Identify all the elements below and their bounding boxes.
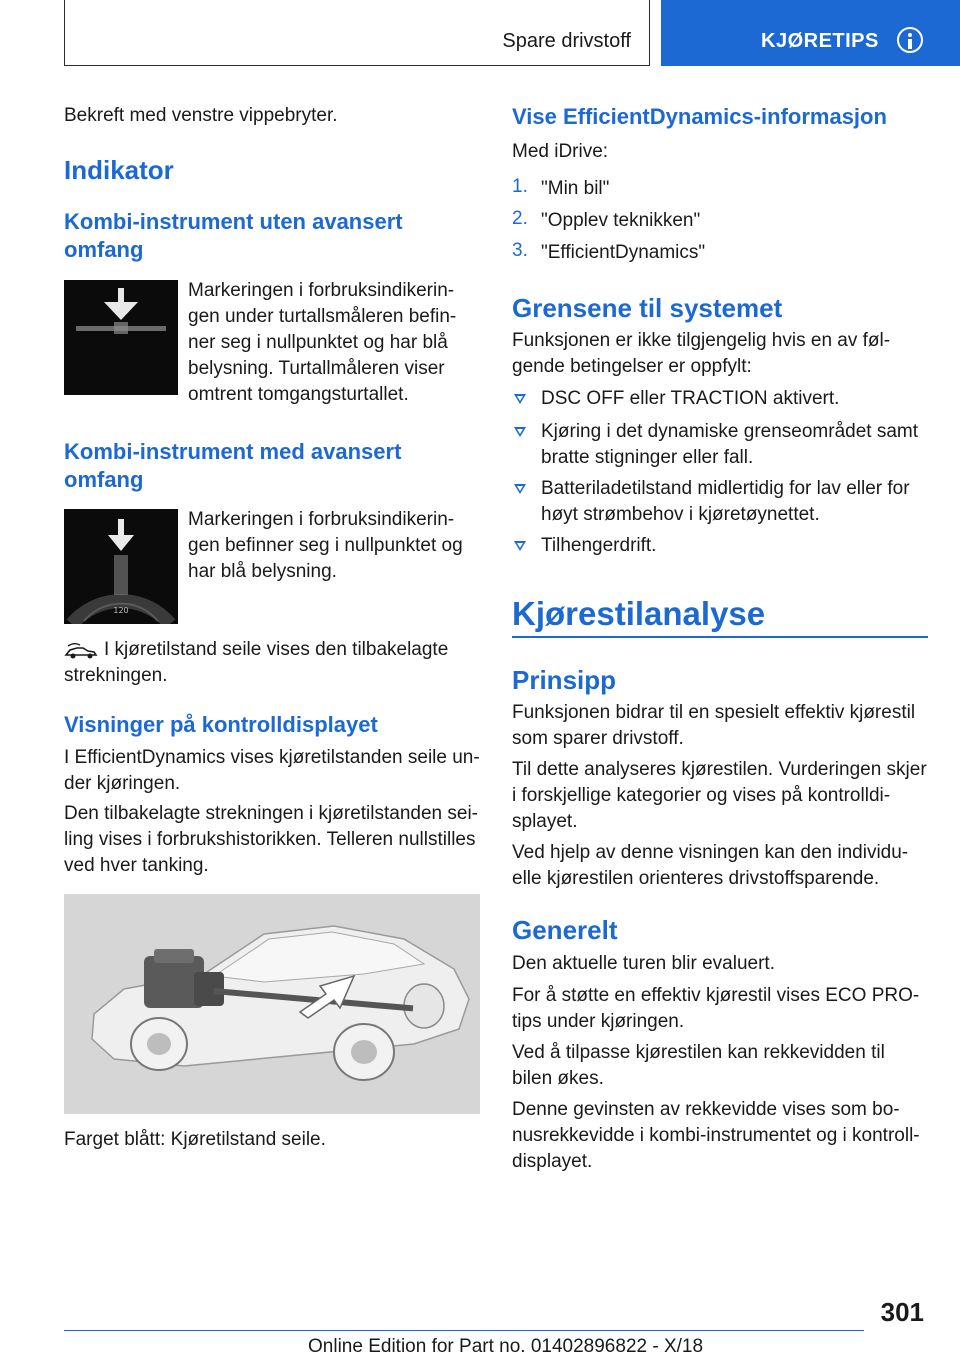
bullet-triangle-icon [514,394,526,404]
kombi-med-text: Markeringen i forbruksindikerin-gen befinner seg i nullpunktet og har blå belysning. [188,509,463,582]
conditions-list [512,386,928,566]
step-text[interactable]: "EfficientDynamics" [541,242,706,263]
prinsipp-paragraph-2: Til dette analyseres kjørestilen. Vurderingen skjer i forskjellige kategorier og vises på kontrolldi-splayet. [512,759,927,832]
heading-visninger: Visninger på kontrolldisplayet [64,712,378,737]
step-number: 1. [512,176,528,197]
section-divider [512,636,928,638]
heading-grensene: Grensene til systemet [512,293,783,323]
bullet-triangle-icon [514,541,526,551]
prinsipp-paragraph-3: Ved hjelp av denne visningen kan den individu-elle kjørestilen orienteres drivstoffsparende. [512,842,909,889]
step-text[interactable]: "Min bil" [541,178,610,199]
kombi-uten-text: Markeringen i forbruksindikerin-gen under turtallsmåleren befin-ner seg i nullpunktet og har blå belysning. Turtallmåleren viser omtrent tomgangsturtallet. [188,280,457,405]
med-idrive-text: Med iDrive: [512,141,609,162]
page-number: 301 [880,1297,924,1327]
header-bar [64,0,650,66]
heading-kombi-uten: Kombi-instrument uten avansert omfang [64,209,403,262]
prinsipp-paragraph-1: Funksjonen bidrar til en spesielt effektiv kjørestil som sparer drivstoff. [512,702,916,749]
visninger-paragraph-2: Den tilbakelagte strekningen i kjøretilstanden sei-ling vises i forbrukshistorikken. Telleren nullstilles ved hver tanking. [64,803,478,876]
condition-text: Tilhengerdrift. [541,535,657,556]
svg-text:120: 120 [113,606,129,615]
header-tab-label: KJØRETIPS [761,30,879,52]
header-tab-kjoretips[interactable] [661,0,960,66]
step-item [512,208,928,234]
generelt-paragraph-4: Denne gevinsten av rekkevidde vises som bo-nusrekkevidde i kombi-instrumentet og i kontroll-displayet. [512,1099,920,1172]
bullet-triangle-icon [514,427,526,437]
generelt-paragraph-3: Ved å tilpasse kjørestilen kan rekkevidden til bilen økes. [512,1042,885,1089]
step-item [512,176,928,202]
footer-divider [64,1330,864,1331]
image-caption: Farget blått: Kjøretilstand seile. [64,1129,326,1150]
footer-edition: Online Edition for Part no. 01402896822 - X/18 [308,1336,704,1357]
condition-text: DSC OFF eller TRACTION aktivert. [541,388,840,409]
instrument-advanced-image [64,509,178,624]
generelt-paragraph-1: Den aktuelle turen blir evaluert. [512,953,775,974]
heading-prinsipp: Prinsipp [512,665,617,695]
info-icon[interactable] [897,27,923,53]
heading-kjorestilanalyse: Kjørestilanalyse [512,595,766,632]
heading-kombi-med: Kombi-instrument med avansert omfang [64,439,402,492]
condition-text: Batteriladetilstand midlertidig for lav eller for høyt strømbehov i kjøretøynettet. [541,478,910,525]
condition-text: Kjøring i det dynamiske grenseområdet samt bratte stigninger eller fall. [541,421,918,468]
bullet-triangle-icon [514,484,526,494]
heading-indikator: Indikator [64,155,174,185]
steps-list [512,176,928,266]
step-text[interactable]: "Opplev teknikken" [541,210,701,231]
header-section-title: Spare drivstoff [502,30,631,52]
heading-vise-efficientdynamics: Vise EfficientDynamics-informasjon [512,104,887,129]
seile-text: I kjøretilstand seile vises den tilbakelagte strekningen. [64,639,449,686]
step-item [512,240,928,266]
intro-text: Bekreft med venstre vippebryter. [64,105,338,126]
step-number: 3. [512,240,528,261]
grensene-text: Funksjonen er ikke tilgjengelig hvis en av føl-gende betingelser er oppfylt: [512,330,891,377]
step-number: 2. [512,208,528,229]
car-illustration [64,894,480,1114]
instrument-basic-image [64,280,178,395]
generelt-paragraph-2: For å støtte en effektiv kjørestil vises ECO PRO-tips under kjøringen. [512,985,920,1032]
heading-generelt: Generelt [512,915,618,945]
visninger-paragraph-1: I EfficientDynamics vises kjøretilstanden seile un-der kjøringen. [64,747,480,794]
